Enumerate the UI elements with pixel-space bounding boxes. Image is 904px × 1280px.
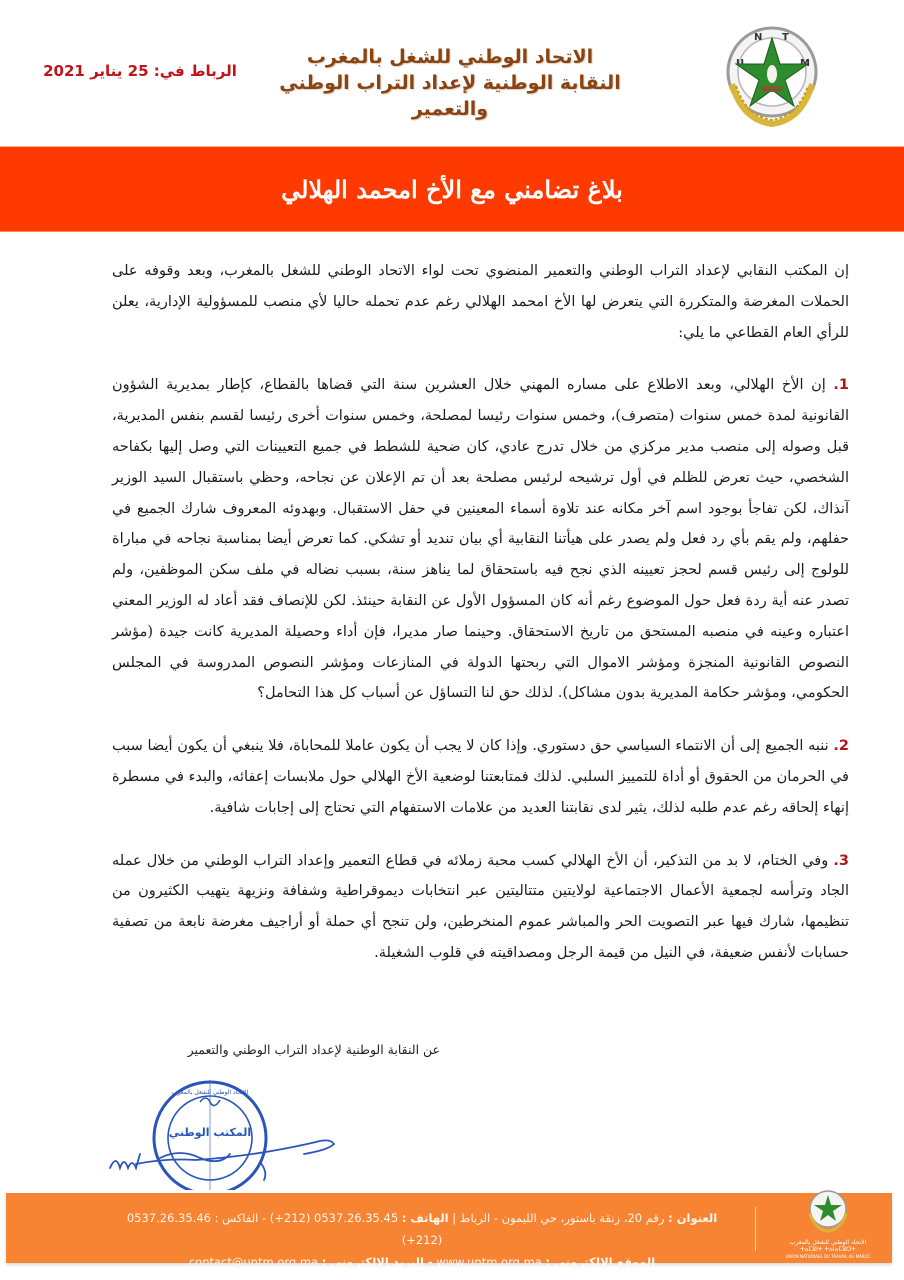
union-name: الاتحاد الوطني للشغل بالمغرب: [306, 46, 594, 68]
contact-footer: [6, 1193, 892, 1269]
organization-titles: [250, 44, 650, 122]
footer-web-line: الموقع الإلكتروني : www.untm.org.ma - البريد الإلكتروني : contact@untm.org.ma: [188, 1255, 656, 1269]
dateline: الرباط في: 25 يناير 2021: [43, 62, 237, 80]
syndicate-name: النقابة الوطنية لإعداد التراب الوطني والتعمير: [279, 72, 621, 120]
letterhead: [0, 0, 904, 140]
fax-number: 0537.26.35.46 (212+): [126, 1211, 443, 1247]
svg-text:T: T: [782, 32, 789, 43]
official-stamp-icon: [100, 1060, 350, 1190]
statement-body: [112, 256, 849, 969]
title-banner: [0, 146, 904, 232]
website-link[interactable]: www.untm.org.ma: [436, 1255, 542, 1269]
point-number: 3.: [833, 852, 849, 869]
signature-attribution: عن النقابة الوطنية لإعداد التراب الوطني والتعمير: [187, 1042, 440, 1057]
point-number: 1.: [833, 377, 849, 394]
stamp-center-text: المكتب الوطني: [168, 1126, 252, 1139]
footer-contact-lines: [112, 1207, 732, 1273]
footer-divider: [755, 1207, 756, 1251]
document-title: بلاغ تضامني مع الأخ امحمد الهلالي: [281, 174, 623, 204]
handwritten-signature-icon: [110, 1140, 334, 1180]
point-text: وفي الختام، لا بد من التذكير، أن الأخ الهلالي كسب محبة زملائه في قطاع التعمير وإعداد التراب الوطني من خلال عمله الجاد وترأسه لجمعية الأعمال الاجتماعية لولايتين متتاليتين عبر انتخابات ديموقراطية وشفافة ونزيهة يتهيب الكثيرون من تنظيمها، شارك فيها عبر التصويت الحر والمباشر عموم المنخرطين، ولن تنجح أي حملة أو أراجيف مغرضة نابعة من تصفية حسابات لأنفس ضعيفة، في النيل من قيمة الرجل ومصداقيته في قلوب الشغيلة.: [112, 852, 849, 961]
address: رقم 20، زنقة باستور، حي الليمون - الرباط |: [452, 1211, 665, 1225]
point-paragraph: [112, 731, 849, 823]
point-text: إن الأخ الهلالي، وبعد الاطلاع على مساره المهني خلال العشرين سنة التي قضاها بالقطاع، كإطار بمديرية الشؤون القانونية لمدة خمس سنوات (متصرف)، وخمس سنوات رئيسا لمصلحة، وخمس سنوات أخرى رئيسا لقسم بنفس المديرية، قبل وصوله إلى منصب مدير مركزي من خلال تدرج عادي، كان ضحية للشطط في جميع التعيينات التي وصل إليها بكفاحه الشخصي، حيث تعرض للظلم في أول ترشيحه لرئيس مصلحة بعد أن تم الإعلان عن نجاحه، وحظي باستقبال السيد الوزير آنذاك، لكن تفاجأ بوجود اسم آخر مكانه عند تلاوة أسماء المعينين في حفل الاستقبال. وبهدوئه المعروف شارك الجميع في حفلهم، ولم يقم بأي رد فعل ولم يصدر على هيأتنا النقابية أي بيان تنديد أو تشكي. كما تعرض أيضا بمناسبة نجاحه في مباراة للولوج إلى رئيس قسم لحجز تعيينه الذي نجح فيه باستحقاق لما يناهز سنة، بسبب نضاله في ملف سكن الموظفين، ولم تصدر عنه أية ردة فعل حول الموضوع رغم أنه كان المسؤول الأول عن النقابة حينئذ. لكن للإنصاف فقد أعاد له الوزير المعني اعتباره وعينه في منصبه المستحق من تاريخ الاستحقاق. وحينما صار مديرا، فإن أداء وحصيلة المديرية كانت جيدة (مؤشر النصوص القانونية المنجزة ومؤشر الاموال التي ربحتها الدولة في المنازعات ومؤشر النصوص المدروسة في المجلس الحكومي، ومؤشر حكامة المديرية بدون مشاكل). لذلك حق لنا التساؤل عن أسباب كل هذا التحامل؟: [112, 377, 849, 702]
point-paragraph: [112, 370, 849, 709]
untm-emblem-icon: [722, 24, 822, 132]
stamp-ring-text: الاتحاد الوطني للشغل بالمغرب: [171, 1089, 249, 1096]
intro-paragraph: إن المكتب النقابي لإعداد التراب الوطني والتعمير المنضوي تحت لواء الاتحاد الوطني للشغل بالمغرب، وبعد وقوفه على الحملات المغرضة والمتكررة التي يتعرض لها الأخ امحمد الهلالي رغم عدم تحمله حاليا لأي منصب للمسؤولية الإدارية، يعلن للرأي العام القطاعي ما يلي:: [112, 263, 849, 341]
footer-org-name: الاتحاد الوطني للشغل بالمغرب ⵜⴰⵎⵓⵏⵜ ⵜⴰⵏⴰⵎⵓⵔⵜ UNION NATIONALE DU TRAVAIL AU MAROC: [785, 1239, 871, 1259]
svg-text:N: N: [754, 32, 763, 43]
phone-number: 0537.26.35.45 (212+): [269, 1211, 399, 1225]
point-number: 2.: [833, 738, 849, 755]
point-paragraph: [112, 846, 849, 969]
point-text: ننبه الجميع إلى أن الانتماء السياسي حق دستوري. وإذا كان لا يجب أن يكون عاملا للمحاباة، فلا ينبغي أن يكون أيضا سبب في الحرمان من الحقوق أو أداة للتمييز السلبي. لذلك فمتابعتنا لوضعية الأخ الهلالي حول ملابسات إعفائه، والبدء في مسطرة إنهاء إلحاقه رغم عدم طلبه لذلك، يثير لدى نقابتنا العديد من علامات الاستفهام التي تحتاج إلى إجابات شافية.: [112, 738, 849, 816]
footer-address-line: العنوان : رقم 20، زنقة باستور، حي الليمون - الرباط | الهاتف : 0537.26.35.45 (212+) - الفاكس : 0537.26.35.46 (212+): [126, 1211, 718, 1247]
email-link[interactable]: contact@untm.org.ma: [188, 1255, 319, 1269]
